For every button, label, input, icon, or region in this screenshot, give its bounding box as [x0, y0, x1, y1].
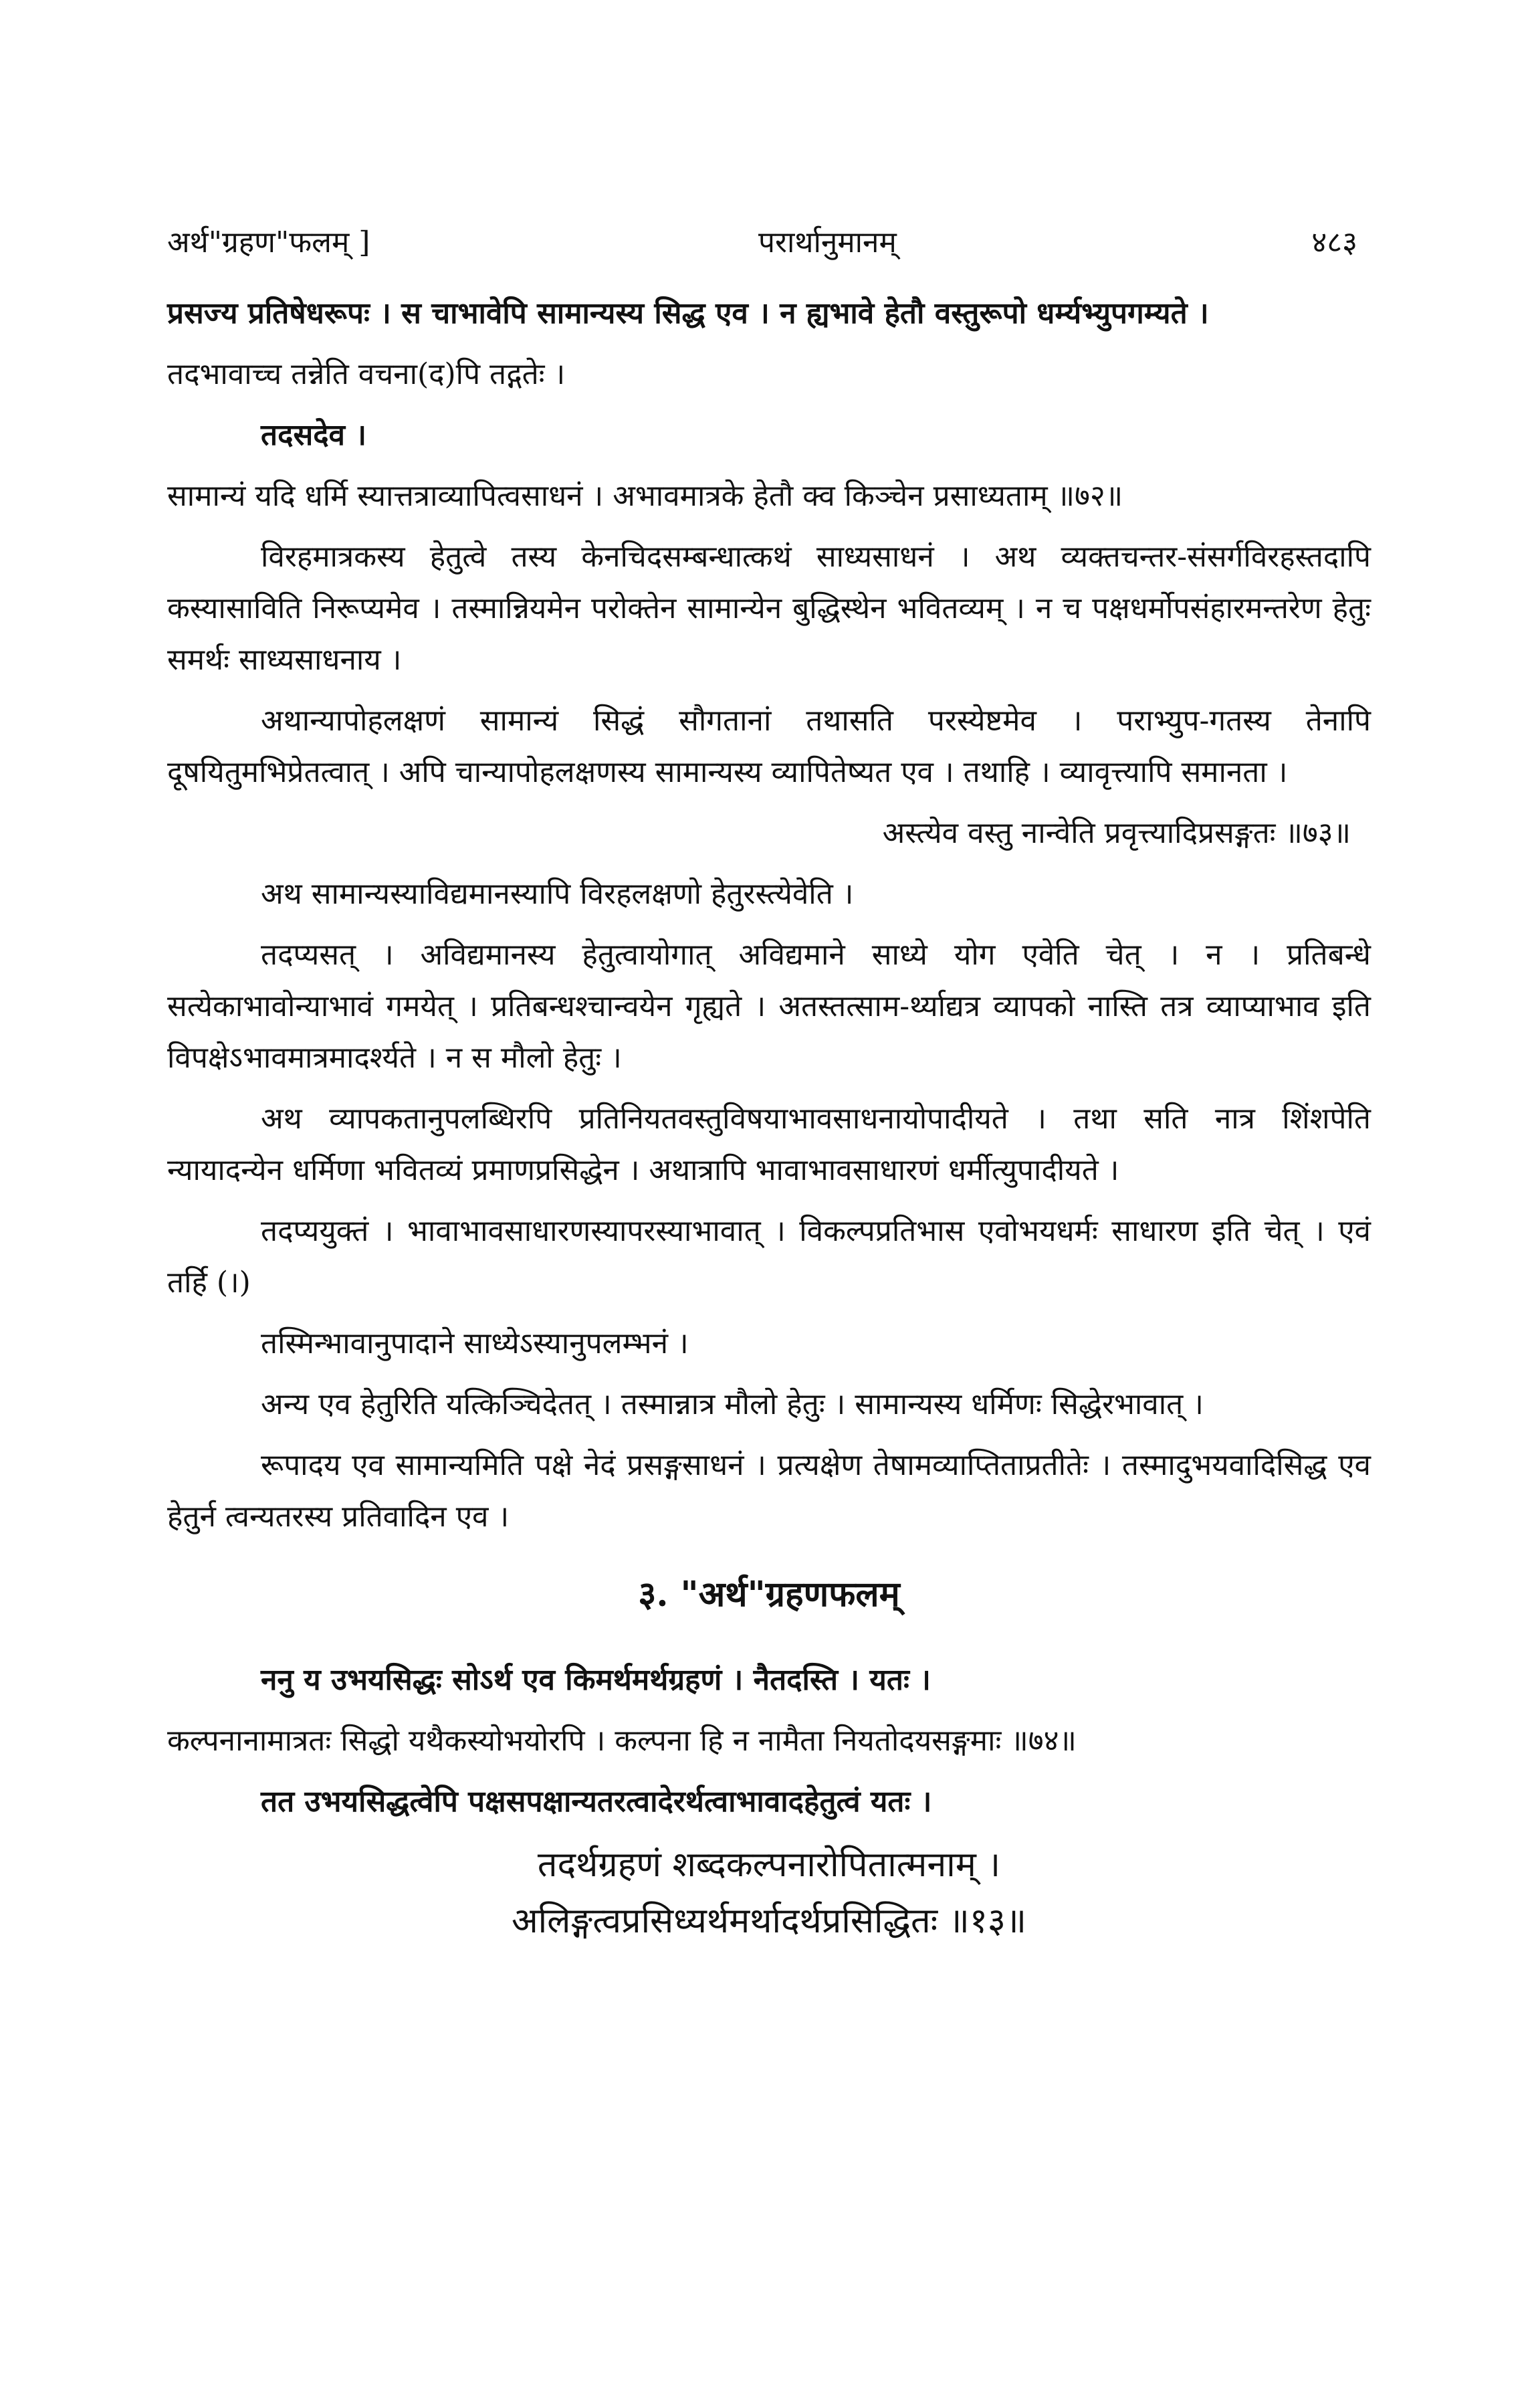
header-section-title: अर्थ"ग्रहण"फलम् ] — [167, 225, 370, 260]
paragraph-13: ननु य उभयसिद्धः सोऽर्थ एव किमर्थमर्थग्रहणं । नैतदस्ति । यतः । — [261, 1663, 931, 1697]
paragraph-14: तत उभयसिद्धत्वेपि पक्षसपक्षान्यतरत्वादेरर्थत्वाभावादहेतुत्वं यतः । — [261, 1785, 932, 1819]
paragraph-2: तदभावाच्च तन्नेति वचना(द)पि तद्गतेः । — [167, 357, 566, 391]
paragraph-9: तदप्ययुक्तं । भावाभावसाधारणस्यापरस्याभावात् । विकल्पप्रतिभास एवोभयधर्मः साधारण इति चेत् । एवं तर्हि (।) — [167, 1214, 1371, 1300]
paragraph-7: तदप्यसत् । अविद्यमानस्य हेतुत्वायोगात् अविद्यमाने साध्ये योग एवेति चेत् । न । प्रतिबन्धे सत्येकाभावोन्याभावं गमयेत् । प्रतिबन्धश्चान्वयेन गृह्यते । अतस्तत्साम-र्थ्याद्यत्र व्यापको नास्ति तत्र व्याप्याभाव इति विपक्षेऽभावमात्रमादर्श्यते । न स मौलो हेतुः । — [167, 938, 1371, 1075]
paragraph-12: रूपादय एव सामान्यमिति पक्षे नेदं प्रसङ्गसाधनं । प्रत्यक्षेण तेषामव्याप्तिताप्रतीतेः । तस्मादुभयवादिसिद्ध एव हेतुर्न त्वन्यतरस्य प्रतिवादिन एव । — [167, 1448, 1371, 1534]
paragraph-4: विरहमात्रकस्य हेतुत्वे तस्य केनचिदसम्बन्धात्कथं साध्यसाधनं । अथ व्यक्तचन्तर-संसर्गविरहस्तदापि कस्यासाविति निरूप्यमेव । तस्मान्नियमेन परोक्तेन सामान्येन बुद्धिस्थेन भवितव्यम् । न च पक्षधर्मोपसंहारमन्तरेण हेतुः समर्थः साध्यसाधनाय । — [167, 540, 1371, 677]
running-header — [167, 221, 1371, 261]
page-number: ४८३ — [1311, 225, 1357, 260]
paragraph-11: अन्य एव हेतुरिति यत्किञ्चिदेतत् । तस्मान्नात्र मौलो हेतुः । सामान्यस्य धर्मिणः सिद्धेरभावात् । — [261, 1387, 1204, 1421]
paragraph-3: तदसदेव । — [261, 418, 367, 452]
paragraph-1: प्रसज्य प्रतिषेधरूपः । स चाभावेपि सामान्यस्य सिद्ध एव । न ह्यभावे हेतौ वस्तुरूपो धर्म्यभ्युपगम्यते । — [167, 296, 1209, 330]
paragraph-5: अथान्यापोहलक्षणं सामान्यं सिद्धं सौगतानां तथासति परस्येष्टमेव । पराभ्युप-गतस्य तेनापि दूषयितुमभिप्रेतत्वात् । अपि चान्यापोहलक्षणस्य सामान्यस्य व्यापितेष्यत एव । तथाहि । व्यावृत्त्यापि समानता । — [167, 704, 1371, 789]
paragraph-6: अथ सामान्यस्याविद्यमानस्यापि विरहलक्षणो हेतुरस्त्येवेति । — [261, 877, 854, 911]
paragraph-10: तस्मिन्भावानुपादाने साध्येऽस्यानुपलम्भनं । — [261, 1326, 689, 1361]
verse-74: कल्पनानामात्रतः सिद्धो यथैकस्योभयोरपि । कल्पना हि न नामैता नियतोदयसङ्गमाः ॥७४॥ — [167, 1724, 1077, 1758]
verse-73: अस्त्येव वस्तु नान्वेति प्रवृत्त्यादिप्रसङ्गतः ॥७३॥ — [882, 816, 1351, 850]
closing-verse-line-2: अलिङ्गत्वप्रसिध्यर्थमर्थादर्थप्रसिद्धितः ॥१३॥ — [511, 1901, 1027, 1941]
section-heading: ३. "अर्थ"ग्रहणफलम् — [638, 1574, 900, 1615]
paragraph-8: अथ व्यापकतानुपलब्धिरपि प्रतिनियतवस्तुविषयाभावसाधनायोपादीयते । तथा सति नात्र शिंशपेति न्यायादन्येन धर्मिणा भवितव्यं प्रमाणप्रसिद्धेन । अथात्रापि भावाभावसाधारणं धर्मीत्युपादीयते । — [167, 1102, 1371, 1187]
closing-verse — [167, 1837, 1371, 1949]
verse-72: सामान्यं यदि धर्मि स्यात्तत्राव्यापित्वसाधनं । अभावमात्रके हेतौ क्व किञ्चेन प्रसाध्यताम् ॥७२॥ — [167, 479, 1123, 513]
closing-verse-line-1: तदर्थग्रहणं शब्दकल्पनारोपितात्मनाम् । — [537, 1845, 1001, 1885]
header-chapter-title: परार्थानुमानम् — [758, 225, 897, 260]
